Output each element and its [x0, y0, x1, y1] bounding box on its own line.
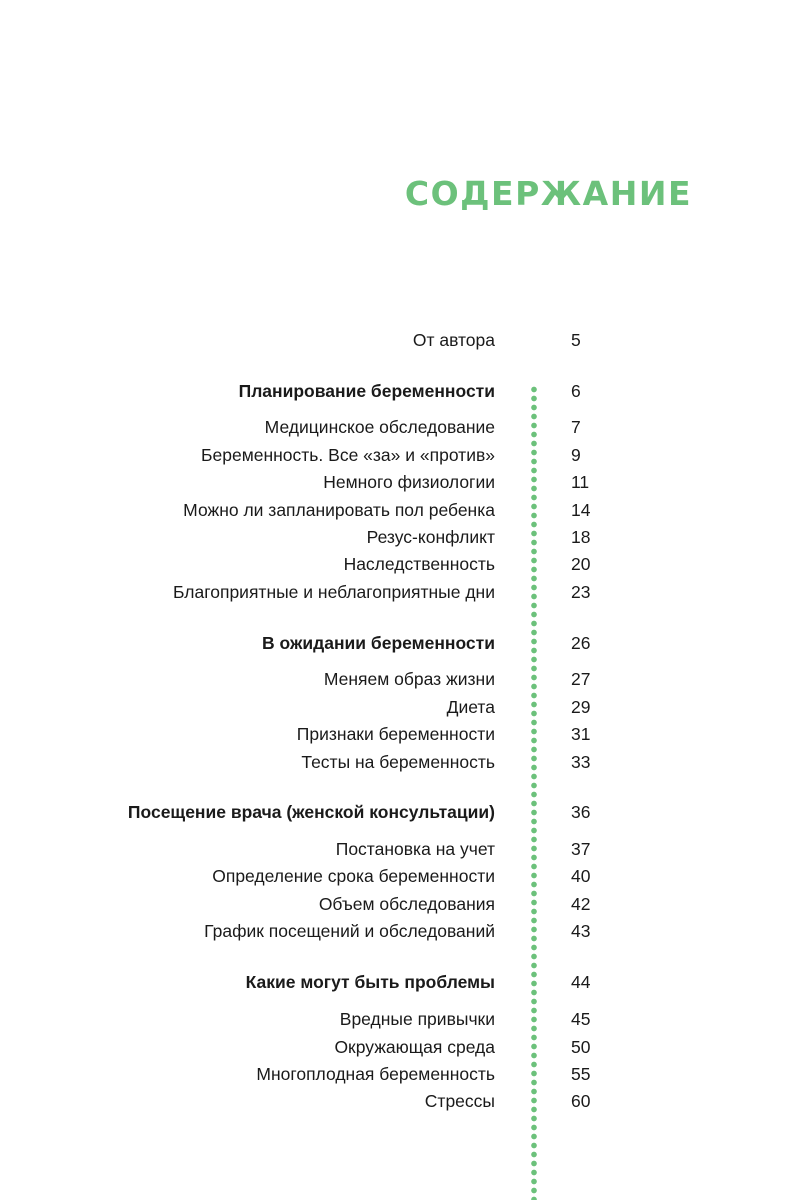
toc-entry[interactable] [0, 666, 812, 692]
toc-entry[interactable] [0, 1088, 812, 1114]
toc-entry-label: Резус-конфликт [366, 527, 495, 547]
toc-entry-page: 29 [571, 697, 591, 717]
toc-entry-label: Беременность. Все «за» и «против» [201, 445, 495, 465]
toc-entry-page: 31 [571, 724, 591, 744]
toc-entry[interactable] [0, 749, 812, 775]
toc-entry-page: 5 [571, 330, 581, 350]
toc-entry-page: 23 [571, 582, 591, 602]
toc-entry-label: Наследственность [343, 554, 495, 574]
toc-section-page: 36 [571, 802, 591, 822]
toc-entry-label: Вредные привычки [339, 1009, 495, 1029]
toc-entry-page: 18 [571, 527, 591, 547]
toc-entry[interactable] [0, 1061, 812, 1087]
page-title: СОДЕРЖАНИЕ [404, 174, 692, 213]
toc-entry[interactable] [0, 497, 812, 523]
toc-entry[interactable] [0, 918, 812, 944]
toc-section-page: 6 [571, 381, 581, 401]
toc-entry[interactable] [0, 579, 812, 605]
toc-entry-page: 14 [571, 500, 591, 520]
toc-entry-label: Тесты на беременность [301, 752, 495, 772]
toc-section-label: Посещение врача (женской консультации) [127, 802, 495, 822]
toc-entry-page: 11 [571, 472, 590, 492]
toc-entry-label: Окружающая среда [334, 1037, 495, 1057]
toc-entry-page: 33 [571, 752, 591, 772]
toc-section[interactable] [0, 969, 812, 995]
toc-entry-page: 20 [571, 554, 591, 574]
toc-section-label: В ожидании беременности [262, 633, 495, 653]
toc-entry-label: Благоприятные и неблагоприятные дни [173, 582, 495, 602]
toc-section[interactable] [0, 378, 812, 404]
toc-entry-page: 55 [571, 1064, 591, 1084]
toc-entry[interactable] [0, 327, 812, 353]
toc-entry-label: Признаки беременности [296, 724, 495, 744]
toc-entry-label: Медицинское обследование [264, 417, 495, 437]
toc-entry-page: 42 [571, 894, 591, 914]
toc-entry[interactable] [0, 694, 812, 720]
toc-entry-page: 27 [571, 669, 591, 689]
toc-entry-label: Можно ли запланировать пол ребенка [183, 500, 495, 520]
toc-entry[interactable] [0, 551, 812, 577]
toc-entry[interactable] [0, 891, 812, 917]
toc-entry[interactable] [0, 442, 812, 468]
toc-entry-page: 7 [571, 417, 581, 437]
toc-entry-page: 40 [571, 866, 591, 886]
toc-entry-page: 9 [571, 445, 581, 465]
toc-entry-page: 43 [571, 921, 591, 941]
toc-entry-label: Диета [446, 697, 495, 717]
toc-entry-label: Определение срока беременности [212, 866, 495, 886]
toc-entry-label: Стрессы [424, 1091, 495, 1111]
toc-entry-page: 60 [571, 1091, 591, 1111]
toc-entry[interactable] [0, 863, 812, 889]
toc-entry-label: Немного физиологии [323, 472, 495, 492]
toc-entry-label: График посещений и обследований [204, 921, 495, 941]
toc-entry-label: От автора [412, 330, 495, 350]
toc-section-label: Какие могут быть проблемы [245, 972, 495, 992]
toc-entry[interactable] [0, 721, 812, 747]
toc-entry-page: 50 [571, 1037, 591, 1057]
toc-entry-label: Постановка на учет [335, 839, 495, 859]
toc-entry[interactable] [0, 1034, 812, 1060]
toc-entry[interactable] [0, 836, 812, 862]
toc-section-label: Планирование беременности [238, 381, 495, 401]
toc-entry[interactable] [0, 524, 812, 550]
toc-section-page: 26 [571, 633, 591, 653]
toc-entry-page: 37 [571, 839, 591, 859]
toc-entry[interactable] [0, 414, 812, 440]
toc-entry-label: Многоплодная беременность [256, 1064, 495, 1084]
toc-section[interactable] [0, 630, 812, 656]
toc-entry[interactable] [0, 469, 812, 495]
toc-entry-label: Объем обследования [318, 894, 495, 914]
toc-section[interactable] [0, 799, 812, 825]
toc-entry-label: Меняем образ жизни [323, 669, 495, 689]
toc-entry-page: 45 [571, 1009, 591, 1029]
toc-entry[interactable] [0, 1006, 812, 1032]
toc-section-page: 44 [571, 972, 591, 992]
